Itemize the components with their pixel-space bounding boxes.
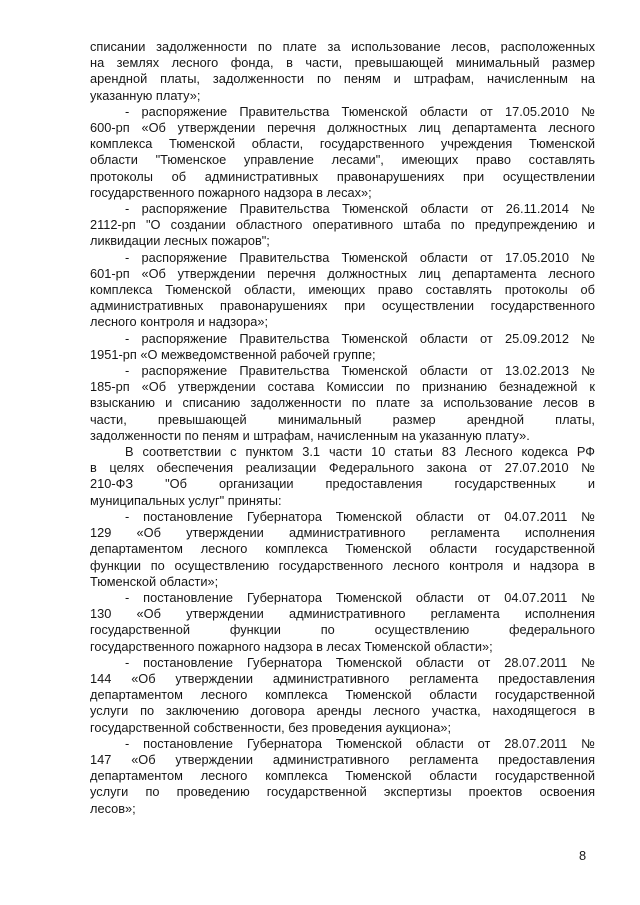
text-line: государственного пожарного надзора в лесах Тюменской области»; <box>90 638 493 654</box>
text-line: - постановление Губернатора Тюменской области от 04.07.2011 № <box>125 589 595 605</box>
text-line: 144 «Об утверждении административного регламента предоставления <box>90 670 595 686</box>
page-number: 8 <box>579 848 587 863</box>
text-line: услуги по проведению государственной экспертизы проектов освоения <box>90 784 595 800</box>
text-line: области "Тюменское управление лесами", имеющих право составлять <box>90 152 595 168</box>
text-line: взысканию и списанию задолженности по плате за использование лесов в <box>90 395 595 411</box>
text-line: 185-рп «Об утверждении состава Комиссии по признанию безнадежной к <box>90 379 595 395</box>
text-line: департаментом лесного комплекса Тюменской области государственной <box>90 768 595 784</box>
text-line: протоколы об административных правонарушениях при осуществлении <box>90 168 595 184</box>
text-line: государственного пожарного надзора в лесах»; <box>90 184 372 200</box>
text-line: департаментом лесного комплекса Тюменской области государственной <box>90 687 595 703</box>
text-line: части, превышающей минимальный размер арендной платы, <box>90 411 595 427</box>
text-line: Тюменской области»; <box>90 573 219 589</box>
text-line: ликвидации лесных пожаров"; <box>90 233 270 249</box>
text-line: муниципальных услуг" приняты: <box>90 492 282 508</box>
text-line: на землях лесного фонда, в части, превышающей минимальный размер <box>90 55 595 71</box>
paragraph-10 <box>90 655 595 736</box>
text-line: В соответствии с пунктом 3.1 части 10 статьи 83 Лесного кодекса РФ <box>125 444 595 460</box>
text-line: комплекса Тюменской области, имеющих право составлять протоколы об <box>90 282 595 298</box>
text-line: 147 «Об утверждении административного регламента предоставления <box>90 751 595 767</box>
text-line: функции по осуществлению государственного лесного контроля и надзора в <box>90 557 595 573</box>
paragraph-11 <box>90 736 595 817</box>
text-line: - распоряжение Правительства Тюменской области от 17.05.2010 № <box>125 103 595 119</box>
text-line: 129 «Об утверждении административного регламента исполнения <box>90 525 595 541</box>
paragraph-5 <box>90 331 595 363</box>
text-line: задолженности по пеням и штрафам, начисленным на указанную плату». <box>90 427 530 443</box>
text-line: 130 «Об утверждении административного регламента исполнения <box>90 606 595 622</box>
paragraph-8 <box>90 509 595 590</box>
paragraph-3 <box>90 201 595 250</box>
text-line: - распоряжение Правительства Тюменской области от 25.09.2012 № <box>125 330 595 346</box>
text-line: - распоряжение Правительства Тюменской области от 13.02.2013 № <box>125 363 595 379</box>
text-line: списании задолженности по плате за использование лесов, расположенных <box>90 39 595 54</box>
text-line: государственной собственности, без проведения аукциона»; <box>90 719 452 735</box>
paragraph-7 <box>90 444 595 509</box>
paragraph-2 <box>90 104 595 201</box>
text-line: - постановление Губернатора Тюменской области от 28.07.2011 № <box>125 735 595 751</box>
text-line: услуги по заключению договора аренды лесного участка, находящегося в <box>90 703 595 719</box>
text-line: административных правонарушениях при осуществлении государственного <box>90 298 595 314</box>
text-line: департаментом лесного комплекса Тюменской области государственной <box>90 541 595 557</box>
document-text-block <box>90 39 595 817</box>
text-line: государственной функции по осуществлению федерального <box>90 622 595 638</box>
text-line: - распоряжение Правительства Тюменской области от 26.11.2014 № <box>125 201 595 217</box>
paragraph-1 <box>90 39 595 104</box>
paragraph-4 <box>90 250 595 331</box>
text-line: 210-ФЗ "Об организации предоставления государственных и <box>90 476 595 492</box>
text-line: 1951-рп «О межведомственной рабочей группе; <box>90 346 376 362</box>
text-line: комплекса Тюменской области, государственного учреждения Тюменской <box>90 136 595 152</box>
text-line: - распоряжение Правительства Тюменской области от 17.05.2010 № <box>125 249 595 265</box>
paragraph-9 <box>90 590 595 655</box>
text-line: указанную плату»; <box>90 87 201 103</box>
text-line: лесов»; <box>90 800 136 816</box>
text-line: - постановление Губернатора Тюменской области от 28.07.2011 № <box>125 654 595 670</box>
text-line: арендной платы, задолженности по пеням и штрафам, начисленным на <box>90 71 595 87</box>
text-line: 601-рп «Об утверждении перечня должностных лиц департамента лесного <box>90 265 595 281</box>
text-line: лесного контроля и надзора»; <box>90 314 269 330</box>
text-line: - постановление Губернатора Тюменской области от 04.07.2011 № <box>125 508 595 524</box>
paragraph-6 <box>90 363 595 444</box>
text-line: 600-рп «Об утверждении перечня должностных лиц департамента лесного <box>90 120 595 136</box>
text-line: в целях обеспечения реализации Федерального закона от 27.07.2010 № <box>90 460 595 476</box>
text-line: 2112-рп "О создании областного оперативного штаба по предупреждению и <box>90 217 595 233</box>
